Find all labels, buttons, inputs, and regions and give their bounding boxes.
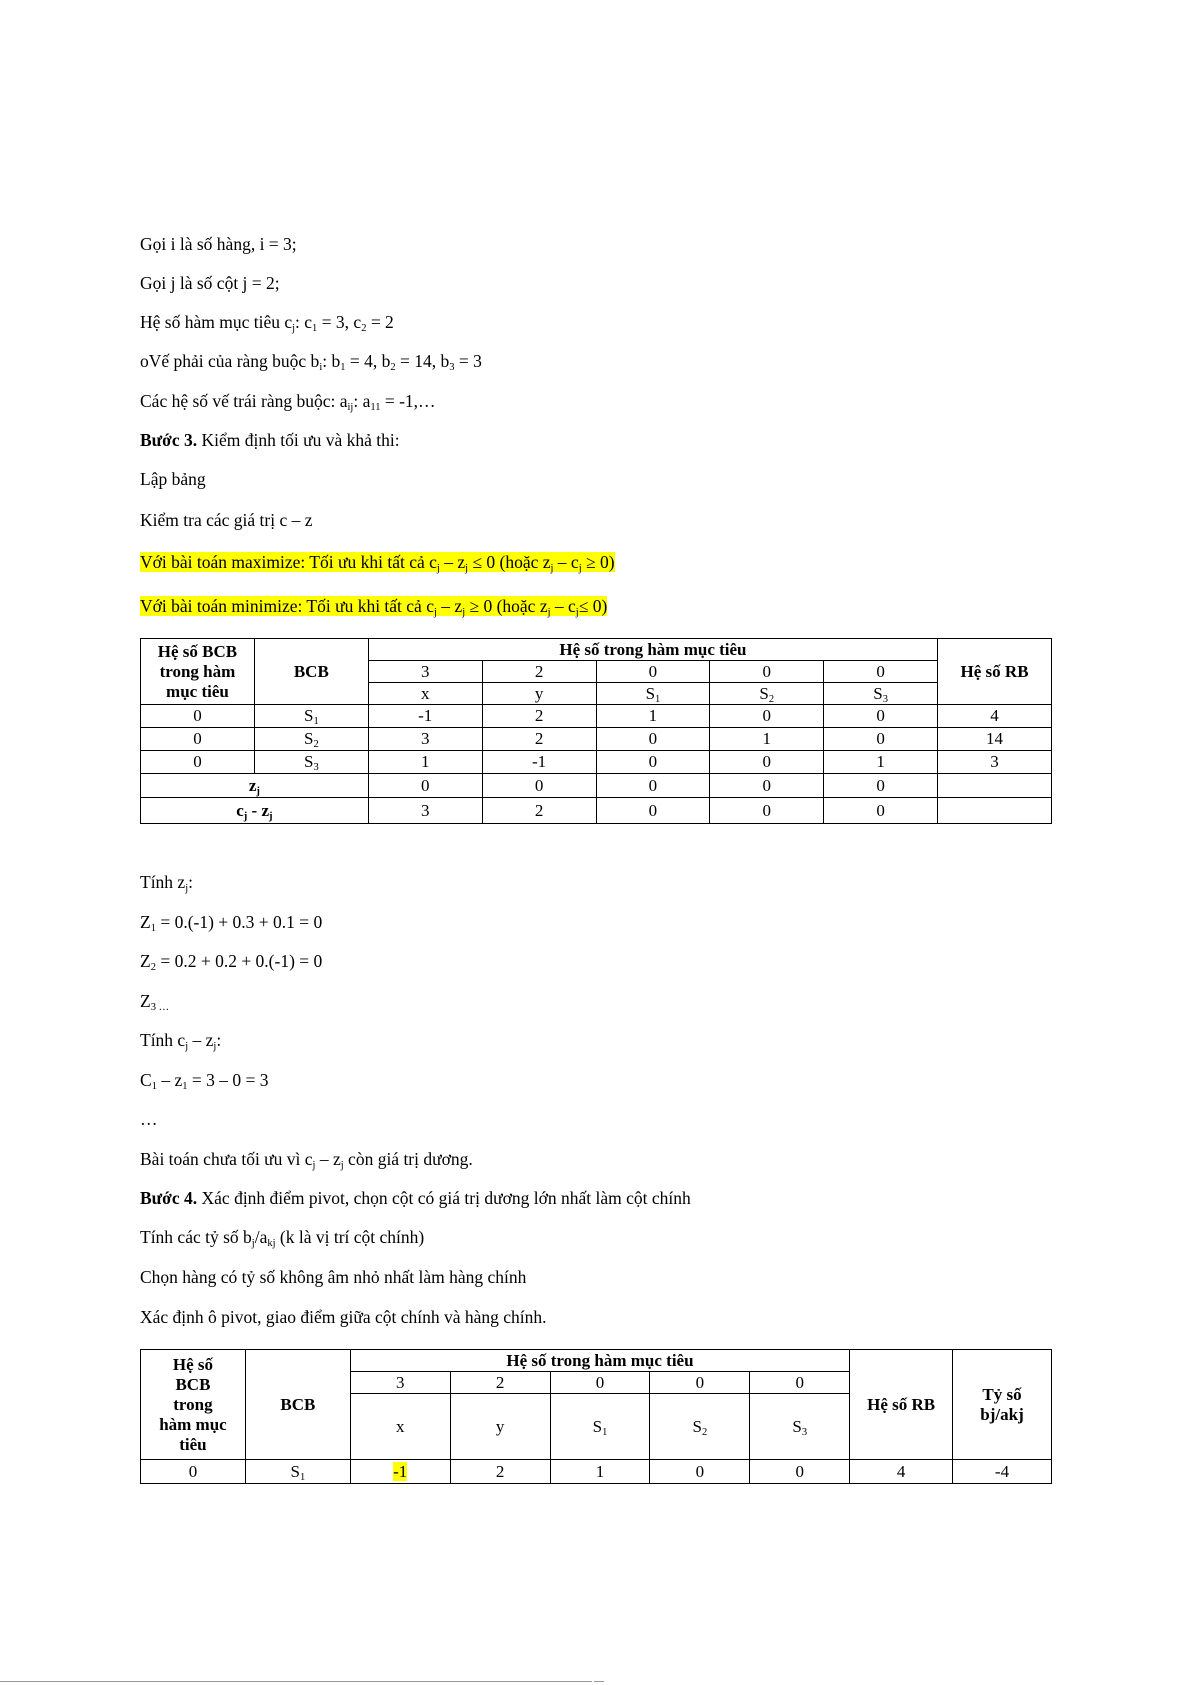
cell: -1 — [482, 751, 596, 774]
var-header: x — [368, 683, 482, 705]
var-header: $S_2$ — [650, 1394, 750, 1460]
zj-label: $z_j$ — [141, 774, 369, 798]
cell: 3 — [368, 728, 482, 751]
cell: 2 — [482, 705, 596, 728]
cell: $S_3$ — [254, 751, 368, 774]
text-line-objective-coefficients: Hệ số hàm mục tiêu $c_j$: $c_1 = 3$, $c_2 = 2$ — [140, 312, 394, 334]
simplex-table-1 — [140, 638, 1052, 824]
var-header: $S_3$ — [824, 683, 938, 705]
text-line-make-table: Lập bảng — [140, 469, 206, 489]
cell: -1 — [368, 705, 482, 728]
cell: 0 — [596, 798, 710, 824]
cell: 0 — [141, 751, 255, 774]
table-row — [141, 705, 1052, 728]
c-value: 0 — [824, 661, 938, 683]
cell: 3 — [938, 751, 1052, 774]
pivot-cell: -1 — [350, 1460, 450, 1484]
header-rb: Hệ số RB — [850, 1350, 953, 1460]
cell: 0 — [141, 728, 255, 751]
var-header: $S_1$ — [550, 1394, 650, 1460]
cell: 0 — [824, 798, 938, 824]
cell: 0 — [596, 774, 710, 798]
text-line-pivot-row: Chọn hàng có tỷ số không âm nhỏ nhất làm hàng chính — [140, 1267, 527, 1287]
var-header: $S_3$ — [750, 1394, 850, 1460]
cell: 0 — [710, 751, 824, 774]
c-value: 2 — [450, 1372, 550, 1394]
text-line-column-index: Gọi j là số cột j = 2; — [140, 273, 280, 293]
footer-rule-tick — [594, 1681, 604, 1682]
c-value: 3 — [368, 661, 482, 683]
header-objective-coefficients: Hệ số trong hàm mục tiêu — [368, 639, 937, 661]
cell: 0 — [710, 774, 824, 798]
cell: 0 — [141, 705, 255, 728]
cell: 14 — [938, 728, 1052, 751]
text-line-lhs-coefficients: Các hệ số vế trái ràng buộc: $a_{ij}$: $a_{11}$ = -1,… — [140, 391, 436, 413]
cj-zj-label: $c_j - z_j$ — [141, 798, 369, 824]
cell: 0 — [596, 728, 710, 751]
text-line-z3: $Z_{3 \dots}$ — [140, 991, 170, 1013]
zj-row — [141, 774, 1052, 798]
text-line-ellipsis: … — [140, 1109, 158, 1129]
text-line-ratios: Tính các tỷ số $b_j/a_{kj}$ (k là vị trí cột chính) — [140, 1227, 425, 1249]
cell: 0 — [710, 798, 824, 824]
text-line-row-index: Gọi i là số hàng, i = 3; — [140, 234, 297, 254]
cell: 0 — [650, 1460, 750, 1484]
cell: 1 — [368, 751, 482, 774]
text-line-z1: $Z_1 = 0.(-1) + 0.3 + 0.1 = 0$ — [140, 912, 323, 934]
c-value: 0 — [550, 1372, 650, 1394]
text-line-pivot-cell: Xác định ô pivot, giao điểm giữa cột chính và hàng chính. — [140, 1307, 547, 1327]
step-4-heading: Bước 4. Xác định điểm pivot, chọn cột có giá trị dương lớn nhất làm cột chính — [140, 1188, 691, 1208]
c-value: 0 — [750, 1372, 850, 1394]
var-header: y — [482, 683, 596, 705]
cell: 2 — [482, 798, 596, 824]
text-line-z2: $Z_2 = 0.2 + 0.2 + 0.(-1) = 0$ — [140, 951, 323, 973]
cell: 1 — [710, 728, 824, 751]
highlight-line-minimize: Với bài toán minimize: Tối ưu khi tất cả $c_j - z_j \ge 0$ (hoặc $z_j - c_j\le 0$) — [140, 596, 608, 618]
c-value: 0 — [596, 661, 710, 683]
cell: $S_2$ — [254, 728, 368, 751]
cell: $S_1$ — [245, 1460, 350, 1484]
cell — [938, 774, 1052, 798]
cell: 0 — [824, 705, 938, 728]
cell: 1 — [550, 1460, 650, 1484]
var-header: y — [450, 1394, 550, 1460]
c-value: 2 — [482, 661, 596, 683]
cell: 1 — [824, 751, 938, 774]
var-header: x — [350, 1394, 450, 1460]
simplex-table-2 — [140, 1349, 1052, 1484]
cell: 0 — [141, 1460, 246, 1484]
highlight-line-maximize: Với bài toán maximize: Tối ưu khi tất cả $c_j - z_j \le 0$ (hoặc $z_j - c_j \ge 0$) — [140, 552, 615, 574]
header-bcb: BCB — [245, 1350, 350, 1460]
cell: 0 — [482, 774, 596, 798]
footer-rule — [0, 1681, 592, 1682]
header-ratio: Tỷ số bj/akj — [953, 1350, 1052, 1460]
header-bcb: BCB — [254, 639, 368, 705]
cell: 0 — [596, 751, 710, 774]
c-value: 3 — [350, 1372, 450, 1394]
cell: 2 — [450, 1460, 550, 1484]
text-line-check-cz: Kiểm tra các giá trị c – z — [140, 510, 313, 530]
cell: 4 — [938, 705, 1052, 728]
table-row — [141, 1460, 1052, 1484]
text-line-compute-cj-zj: Tính $c_j - z_j$: — [140, 1030, 222, 1052]
cell: 3 — [368, 798, 482, 824]
text-line-rhs: oVế phải của ràng buộc $b_i$: $b_1 = 4$, $b_2 = 14$, $b_3 = 3$ — [140, 351, 482, 373]
cell: 2 — [482, 728, 596, 751]
text-line-not-optimal: Bài toán chưa tối ưu vì $c_j - z_j$ còn giá trị dương. — [140, 1149, 473, 1171]
cell: 0 — [750, 1460, 850, 1484]
table-row — [141, 751, 1052, 774]
cell — [938, 798, 1052, 824]
header-rb: Hệ số RB — [938, 639, 1052, 705]
cell: $S_1$ — [254, 705, 368, 728]
cell: 0 — [368, 774, 482, 798]
var-header: $S_2$ — [710, 683, 824, 705]
cell: 0 — [824, 774, 938, 798]
var-header: $S_1$ — [596, 683, 710, 705]
header-bcb-coefficient: Hệ số BCB trong hàm mục tiêu — [141, 1350, 246, 1460]
cell: 1 — [596, 705, 710, 728]
text-line-c1-z1: $C_1 - z_1 = 3 - 0 = 3$ — [140, 1070, 269, 1092]
text-line-compute-zj: Tính $z_j$: — [140, 872, 193, 894]
cell: -4 — [953, 1460, 1052, 1484]
cj-zj-row — [141, 798, 1052, 824]
cell: 4 — [850, 1460, 953, 1484]
step-3-heading: Bước 3. Kiểm định tối ưu và khả thi: — [140, 430, 400, 450]
header-objective-coefficients: Hệ số trong hàm mục tiêu — [350, 1350, 849, 1372]
c-value: 0 — [650, 1372, 750, 1394]
c-value: 0 — [710, 661, 824, 683]
cell: 0 — [710, 705, 824, 728]
cell: 0 — [824, 728, 938, 751]
header-bcb-coefficient: Hệ số BCB trong hàm mục tiêu — [141, 639, 255, 705]
table-row — [141, 728, 1052, 751]
